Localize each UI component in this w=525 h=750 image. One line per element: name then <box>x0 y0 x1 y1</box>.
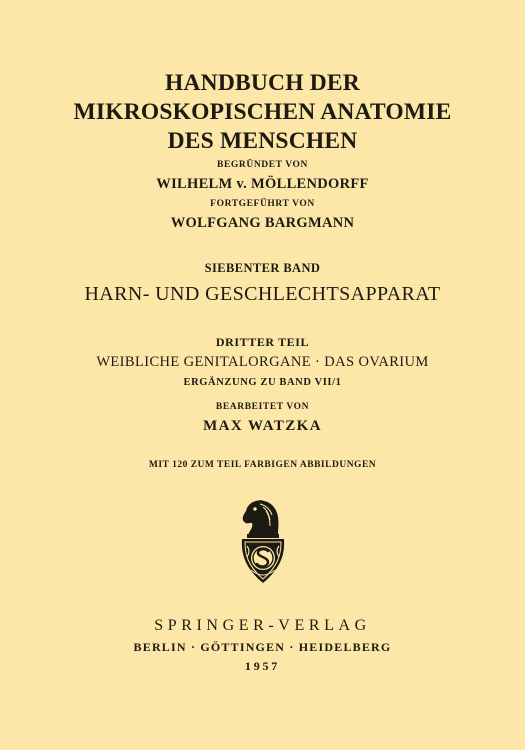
continuer-label: FORTGEFÜHRT VON <box>210 199 315 209</box>
supplement-note: ERGÄNZUNG ZU BAND VII/1 <box>183 377 342 388</box>
illustrations-note: MIT 120 ZUM TEIL FARBIGEN ABBILDUNGEN <box>148 460 377 470</box>
editor-label: BEARBEITET VON <box>215 402 310 412</box>
series-title-line-2: MIKROSKOPISCHEN ANATOMIE <box>73 99 452 125</box>
founder-label: BEGRÜNDET VON <box>217 160 308 170</box>
springer-chess-knight-logo <box>234 498 292 586</box>
publication-year: 1957 <box>244 659 281 673</box>
part-number: DRITTER TEIL <box>215 335 310 349</box>
volume-subject: HARN- UND GESCHLECHTSAPPARAT <box>84 283 441 305</box>
publisher-name: SPRINGER-VERLAG <box>154 617 371 634</box>
editor-name: MAX WATZKA <box>203 418 322 434</box>
part-title: WEIBLICHE GENITALORGANE · DAS OVARIUM <box>96 354 429 370</box>
founder-name: WILHELM v. MÖLLENDORFF <box>156 176 369 192</box>
volume-number: SIEBENTER BAND <box>204 261 321 275</box>
chess-knight-icon <box>234 498 292 586</box>
publisher-cities: BERLIN · GÖTTINGEN · HEIDELBERG <box>133 640 392 654</box>
series-title-line-3: DES MENSCHEN <box>167 128 358 154</box>
continuer-name: WOLFGANG BARGMANN <box>170 215 355 231</box>
series-title-line-1: HANDBUCH DER <box>165 70 360 96</box>
